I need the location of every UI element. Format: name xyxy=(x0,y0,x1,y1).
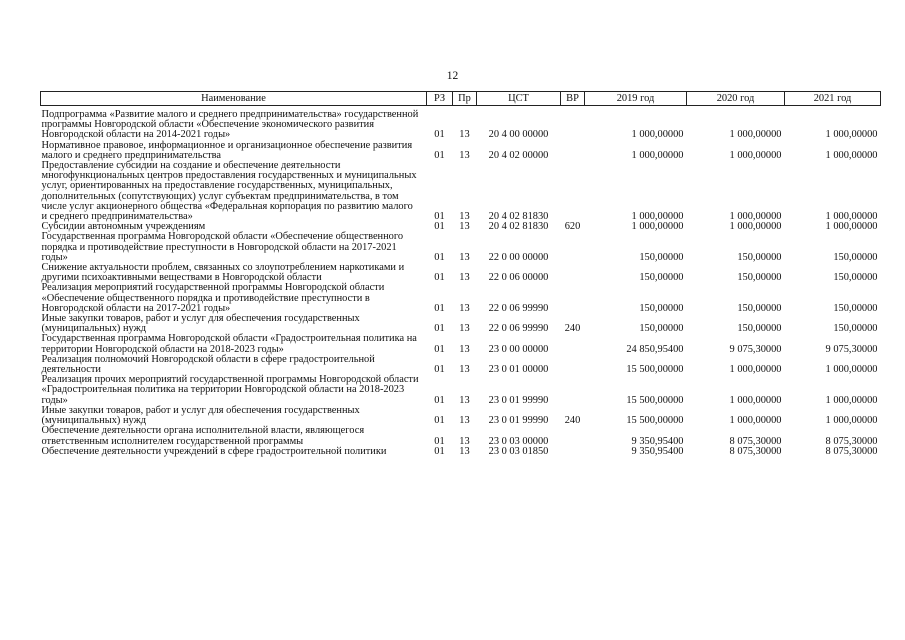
row-vr: 240 xyxy=(564,415,581,427)
row-vr: 620 xyxy=(564,221,581,233)
row-cst: 22 0 06 99990 xyxy=(488,302,549,314)
row-pr: 13 xyxy=(459,364,470,376)
row-2020: 150,00000 xyxy=(737,323,782,335)
row-name: Обеспечение деятельности учреждений в сфере градостроительной политики xyxy=(41,445,387,457)
row-2020: 150,00000 xyxy=(737,272,782,284)
row-name: Государственная программа Новгородской области «Градостроительная политика на территории Новгородской области на 2018-2023 годы» xyxy=(41,333,417,355)
header-vr: ВР xyxy=(561,92,585,106)
row-2021: 150,00000 xyxy=(833,302,878,314)
row-2021: 1 000,00000 xyxy=(825,149,878,161)
row-vr xyxy=(561,263,585,283)
row-cst: 23 0 03 00000 xyxy=(488,435,549,447)
row-2019: 150,00000 xyxy=(639,302,684,314)
row-rz: 01 xyxy=(434,211,445,223)
row-cst: 23 0 01 99990 xyxy=(488,415,549,427)
header-2019: 2019 год xyxy=(585,92,687,106)
row-name: Снижение актуальности проблем, связанных со злоупотреблением наркотиками и другими психоактивными веществами в Новгородской области xyxy=(41,262,405,284)
row-rz: 01 xyxy=(434,394,445,406)
row-vr xyxy=(561,447,585,457)
row-pr: 13 xyxy=(459,445,470,457)
row-name: Подпрограмма «Развитие малого и среднего предпринимательства» государственной программы Новгородской области «Обеспечение экономического развития Новгородской области на 2014-2021 годы» xyxy=(41,109,419,141)
row-pr: 13 xyxy=(459,149,470,161)
row-2020: 8 075,30000 xyxy=(729,445,782,457)
row-2021: 1 000,00000 xyxy=(825,129,878,141)
row-2020: 8 075,30000 xyxy=(729,435,782,447)
table-header xyxy=(41,92,881,106)
table-row xyxy=(41,141,881,161)
table-row xyxy=(41,355,881,375)
row-rz: 01 xyxy=(434,149,445,161)
row-vr: 240 xyxy=(564,323,581,335)
row-2021: 1 000,00000 xyxy=(825,221,878,233)
row-2021: 150,00000 xyxy=(833,323,878,335)
row-rz: 01 xyxy=(434,364,445,376)
row-2020: 9 075,30000 xyxy=(729,343,782,355)
row-vr xyxy=(561,426,585,446)
row-cst: 23 0 01 00000 xyxy=(488,364,549,376)
row-2020: 1 000,00000 xyxy=(729,211,782,223)
row-2019: 1 000,00000 xyxy=(631,149,684,161)
budget-table xyxy=(40,91,881,457)
header-2021: 2021 год xyxy=(785,92,881,106)
row-vr xyxy=(561,334,585,354)
row-rz: 01 xyxy=(434,323,445,335)
row-name: Предоставление субсидии на создание и обеспечение деятельности многофункциональных центров предоставления государственных и муниципальных услуг, ориентированных на предоставление государственных, муниципальных, дополнительных (сопутствующих) услуг субъектам предпринимательства, в том числе услуг акционерного общества «Федеральная корпорация по развитию малого и среднего предпринимательства» xyxy=(41,160,417,223)
row-2021: 1 000,00000 xyxy=(825,394,878,406)
table-row xyxy=(41,314,881,334)
row-cst: 22 0 06 99990 xyxy=(488,323,549,335)
row-rz: 01 xyxy=(434,415,445,427)
table-body xyxy=(41,106,881,457)
row-2020: 1 000,00000 xyxy=(729,149,782,161)
page-number: 12 xyxy=(446,70,459,82)
row-cst: 23 0 01 99990 xyxy=(488,394,549,406)
row-name: Реализация прочих мероприятий государственной программы Новгородской области «Градостроительная политика на территории Новгородской области на 2018-2023 годы» xyxy=(41,374,419,406)
row-rz: 01 xyxy=(434,343,445,355)
row-2020: 1 000,00000 xyxy=(729,364,782,376)
header-rz: РЗ xyxy=(427,92,453,106)
row-name: Субсидии автономным учреждениям xyxy=(41,221,206,233)
row-pr: 13 xyxy=(459,394,470,406)
row-2019: 1 000,00000 xyxy=(631,221,684,233)
row-pr: 13 xyxy=(459,272,470,284)
row-pr: 13 xyxy=(459,251,470,263)
row-cst: 20 4 02 81830 xyxy=(488,211,549,223)
row-pr: 13 xyxy=(459,415,470,427)
table-row xyxy=(41,263,881,283)
row-2020: 1 000,00000 xyxy=(729,394,782,406)
row-rz: 01 xyxy=(434,445,445,457)
header-2020: 2020 год xyxy=(687,92,785,106)
row-cst: 22 0 06 00000 xyxy=(488,272,549,284)
header-cst: ЦСТ xyxy=(477,92,561,106)
row-rz: 01 xyxy=(434,272,445,284)
row-name: Иные закупки товаров, работ и услуг для обеспечения государственных (муниципальных) нужд xyxy=(41,404,360,427)
row-2020: 150,00000 xyxy=(737,251,782,263)
row-pr: 13 xyxy=(459,302,470,314)
row-2019: 24 850,95400 xyxy=(626,343,684,355)
row-2021: 9 075,30000 xyxy=(825,343,878,355)
row-2019: 9 350,95400 xyxy=(631,435,684,447)
row-vr xyxy=(561,161,585,222)
row-rz: 01 xyxy=(434,129,445,141)
row-cst: 23 0 00 00000 xyxy=(488,343,549,355)
row-rz: 01 xyxy=(434,221,445,233)
table-row xyxy=(41,426,881,446)
table-row xyxy=(41,283,881,314)
row-2019: 1 000,00000 xyxy=(631,129,684,141)
row-2019: 150,00000 xyxy=(639,251,684,263)
header-pr: Пр xyxy=(453,92,477,106)
row-name: Нормативное правовое, информационное и организационное обеспечение развития малого и среднего предпринимательства xyxy=(41,139,413,161)
table-row xyxy=(41,375,881,406)
table-row xyxy=(41,106,881,141)
row-rz: 01 xyxy=(434,251,445,263)
row-2020: 150,00000 xyxy=(737,302,782,314)
row-2021: 150,00000 xyxy=(833,272,878,284)
row-2020: 1 000,00000 xyxy=(729,221,782,233)
header-name: Наименование xyxy=(41,92,427,106)
row-pr: 13 xyxy=(459,211,470,223)
row-2019: 15 500,00000 xyxy=(626,394,684,406)
header-row xyxy=(41,92,881,106)
row-vr xyxy=(561,106,585,141)
row-name: Государственная программа Новгородской области «Обеспечение общественного порядка и противодействие преступности в Новгородской области на 2017-2021 годы» xyxy=(41,231,404,263)
row-2021: 8 075,30000 xyxy=(825,445,878,457)
row-vr xyxy=(561,375,585,406)
row-cst: 20 4 02 81830 xyxy=(488,221,549,233)
row-vr xyxy=(561,232,585,263)
row-rz: 01 xyxy=(434,435,445,447)
table-row xyxy=(41,406,881,426)
row-2019: 15 500,00000 xyxy=(626,364,684,376)
row-2019: 9 350,95400 xyxy=(631,445,684,457)
row-cst: 20 4 02 00000 xyxy=(488,149,549,161)
row-2021: 1 000,00000 xyxy=(825,364,878,376)
row-pr: 13 xyxy=(459,435,470,447)
row-vr xyxy=(561,355,585,375)
row-name: Реализация мероприятий государственной программы Новгородской области «Обеспечение общественного порядка и противодействие преступности в Новгородской области на 2017-2021 годы» xyxy=(41,282,385,314)
row-2019: 150,00000 xyxy=(639,272,684,284)
row-2019: 150,00000 xyxy=(639,323,684,335)
row-2020: 1 000,00000 xyxy=(729,415,782,427)
row-pr: 13 xyxy=(459,221,470,233)
table-row xyxy=(41,334,881,354)
row-2021: 1 000,00000 xyxy=(825,211,878,223)
row-2021: 150,00000 xyxy=(833,251,878,263)
row-pr: 13 xyxy=(459,129,470,141)
row-name: Реализация полномочий Новгородской области в сфере градостроительной деятельности xyxy=(41,353,375,376)
row-cst: 22 0 00 00000 xyxy=(488,251,549,263)
row-2021: 1 000,00000 xyxy=(825,415,878,427)
table-row xyxy=(41,232,881,263)
row-vr xyxy=(561,283,585,314)
row-name: Обеспечение деятельности органа исполнительной власти, являющегося ответственным исполнителем государственной программы xyxy=(41,425,365,447)
row-pr: 13 xyxy=(459,343,470,355)
table-row xyxy=(41,161,881,222)
table-row xyxy=(41,447,881,457)
row-pr: 13 xyxy=(459,323,470,335)
row-2021: 8 075,30000 xyxy=(825,435,878,447)
row-rz: 01 xyxy=(434,302,445,314)
row-vr xyxy=(561,141,585,161)
row-name: Иные закупки товаров, работ и услуг для обеспечения государственных (муниципальных) нужд xyxy=(41,313,360,335)
row-2020: 1 000,00000 xyxy=(729,129,782,141)
row-cst: 20 4 00 00000 xyxy=(488,129,549,141)
row-2019: 1 000,00000 xyxy=(631,211,684,223)
row-cst: 23 0 03 01850 xyxy=(488,445,549,457)
row-2019: 15 500,00000 xyxy=(626,415,684,427)
